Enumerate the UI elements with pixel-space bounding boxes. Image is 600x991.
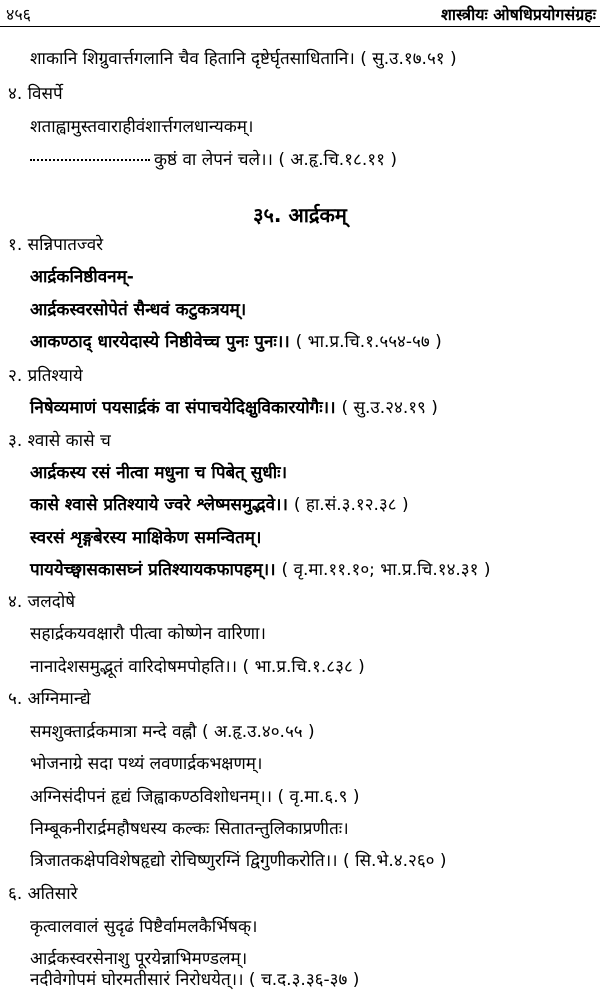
verse-line: आर्द्रकस्वरसेनाशु पूरयेन्नाभिमण्डलम्। (30, 949, 248, 969)
verse-line: आकण्ठाद् धारयेदास्ये निष्ठीवेच्च पुनः पुनः।। ( भा.प्र.चि.१.५५४-५७ ) (30, 332, 442, 352)
verse-line: नानादेशसमुद्भूतं वारिदोषमपोहति।। ( भा.प्र.चि.१.८३८ ) (30, 657, 365, 677)
verse-line: सहार्द्रकयवक्षारौ पीत्वा कोष्णेन वारिणा। (30, 624, 266, 644)
page-number: ४५६ (6, 5, 31, 24)
citation: ( सि.भे.४.२६० ) (343, 851, 447, 871)
verse-line: भोजनाग्रे सदा पथ्यं लवणार्द्रकभक्षणम्। (30, 754, 263, 774)
subheading: १. सन्निपातज्वरे (8, 235, 104, 255)
verse-line: निषेव्यमाणं पयसार्द्रकं वा संपाचयेदिक्षुविकारयोगैः।। ( सु.उ.२४.१९ ) (30, 398, 438, 418)
subheading: २. प्रतिश्याये (8, 366, 83, 386)
ellipsis-dots (30, 159, 150, 161)
citation: ( च.द.३.३६-३७ ) (248, 970, 360, 990)
verse-line: कृत्वालवालं सुदृढं पिष्टैर्वामलकैर्भिषक्। (30, 917, 258, 937)
verse-line: शताह्वामुस्तवाराहीवंशार्त्तगलधान्यकम्। (30, 117, 254, 137)
page-header (0, 3, 600, 25)
subheading: ३. श्वासे कासे च (8, 431, 111, 451)
verse-line: स्वरसं शृङ्गबेरस्य माक्षिकेण समन्वितम्। (30, 528, 262, 548)
citation: ( भा.प्र.चि.१.५५४-५७ ) (295, 332, 442, 352)
running-title: शास्त्रीयः ओषधिप्रयोगसंग्रहः (440, 5, 596, 24)
verse-line: अग्निसंदीपनं हृद्यं जिह्वाकण्ठविशोधनम्।। ( वृ.मा.६.९ ) (30, 787, 360, 807)
citation: ( वृ.मा.११.१०; भा.प्र.चि.१४.३१ ) (281, 560, 491, 580)
verse-line: समशुक्तार्द्रकमात्रा मन्दे वह्नौ ( अ.हृ.उ.४०.५५ ) (30, 722, 315, 742)
verse-line: पाययेच्छ्वासकासघ्नं प्रतिश्यायकफापहम्।। ( वृ.मा.११.१०; भा.प्र.चि.१४.३१ ) (30, 560, 491, 580)
verse-line: निम्बूकनीरार्द्रमहौषधस्य कल्कः सितातन्तुलिकाप्रणीतः। (30, 819, 349, 839)
verse-line: त्रिजातकक्षेपविशेषहृद्यो रोचिष्णुरग्निं द्विगुणीकरोति।। ( सि.भे.४.२६० ) (30, 851, 447, 871)
verse-line: आर्द्रकनिष्ठीवनम्- (30, 267, 134, 287)
section-title: ३५. आर्द्रकम् (253, 203, 347, 227)
verse-line: शाकानि शिग्रुवार्त्तगलानि चैव हितानि दृष्टेर्घृतसाधितानि। ( सु.उ.१७.५१ ) (30, 49, 457, 69)
verse-line: नदीवेगोपमं घोरमतीसारं निरोधयेत्।। ( च.द.३.३६-३७ ) (30, 970, 360, 990)
subheading: ६. अतिसारे (8, 884, 78, 904)
verse-line: आर्द्रकस्य रसं नीत्वा मधुना च पिबेत् सुधीः। (30, 463, 288, 483)
verse-line: कासे श्वासे प्रतिश्याये ज्वरे श्लेष्मसमुद्भवे।। ( हा.सं.३.१२.३८ ) (30, 495, 409, 515)
verse-line: आर्द्रकस्वरसोपेतं सैन्धवं कटुकत्रयम्। (30, 300, 247, 320)
citation: ( वृ.मा.६.९ ) (277, 787, 360, 807)
citation: ( हा.सं.३.१२.३८ ) (293, 495, 409, 515)
citation: ( सु.उ.१७.५१ ) (360, 49, 457, 69)
header-rule (0, 26, 600, 27)
subheading: ४. विसर्पे (8, 84, 63, 104)
subheading: ४. जलदोषे (8, 592, 76, 612)
citation: ( भा.प्र.चि.१.८३८ ) (242, 657, 365, 677)
verse-line: कुष्ठं वा लेपनं चले।। ( अ.हृ.चि.१८.११ ) (30, 149, 397, 171)
subheading: ५. अग्निमान्द्ये (8, 689, 91, 709)
citation: ( अ.हृ.उ.४०.५५ ) (201, 722, 315, 742)
citation: ( सु.उ.२४.१९ ) (341, 398, 438, 418)
citation: ( अ.हृ.चि.१८.११ ) (278, 150, 397, 170)
